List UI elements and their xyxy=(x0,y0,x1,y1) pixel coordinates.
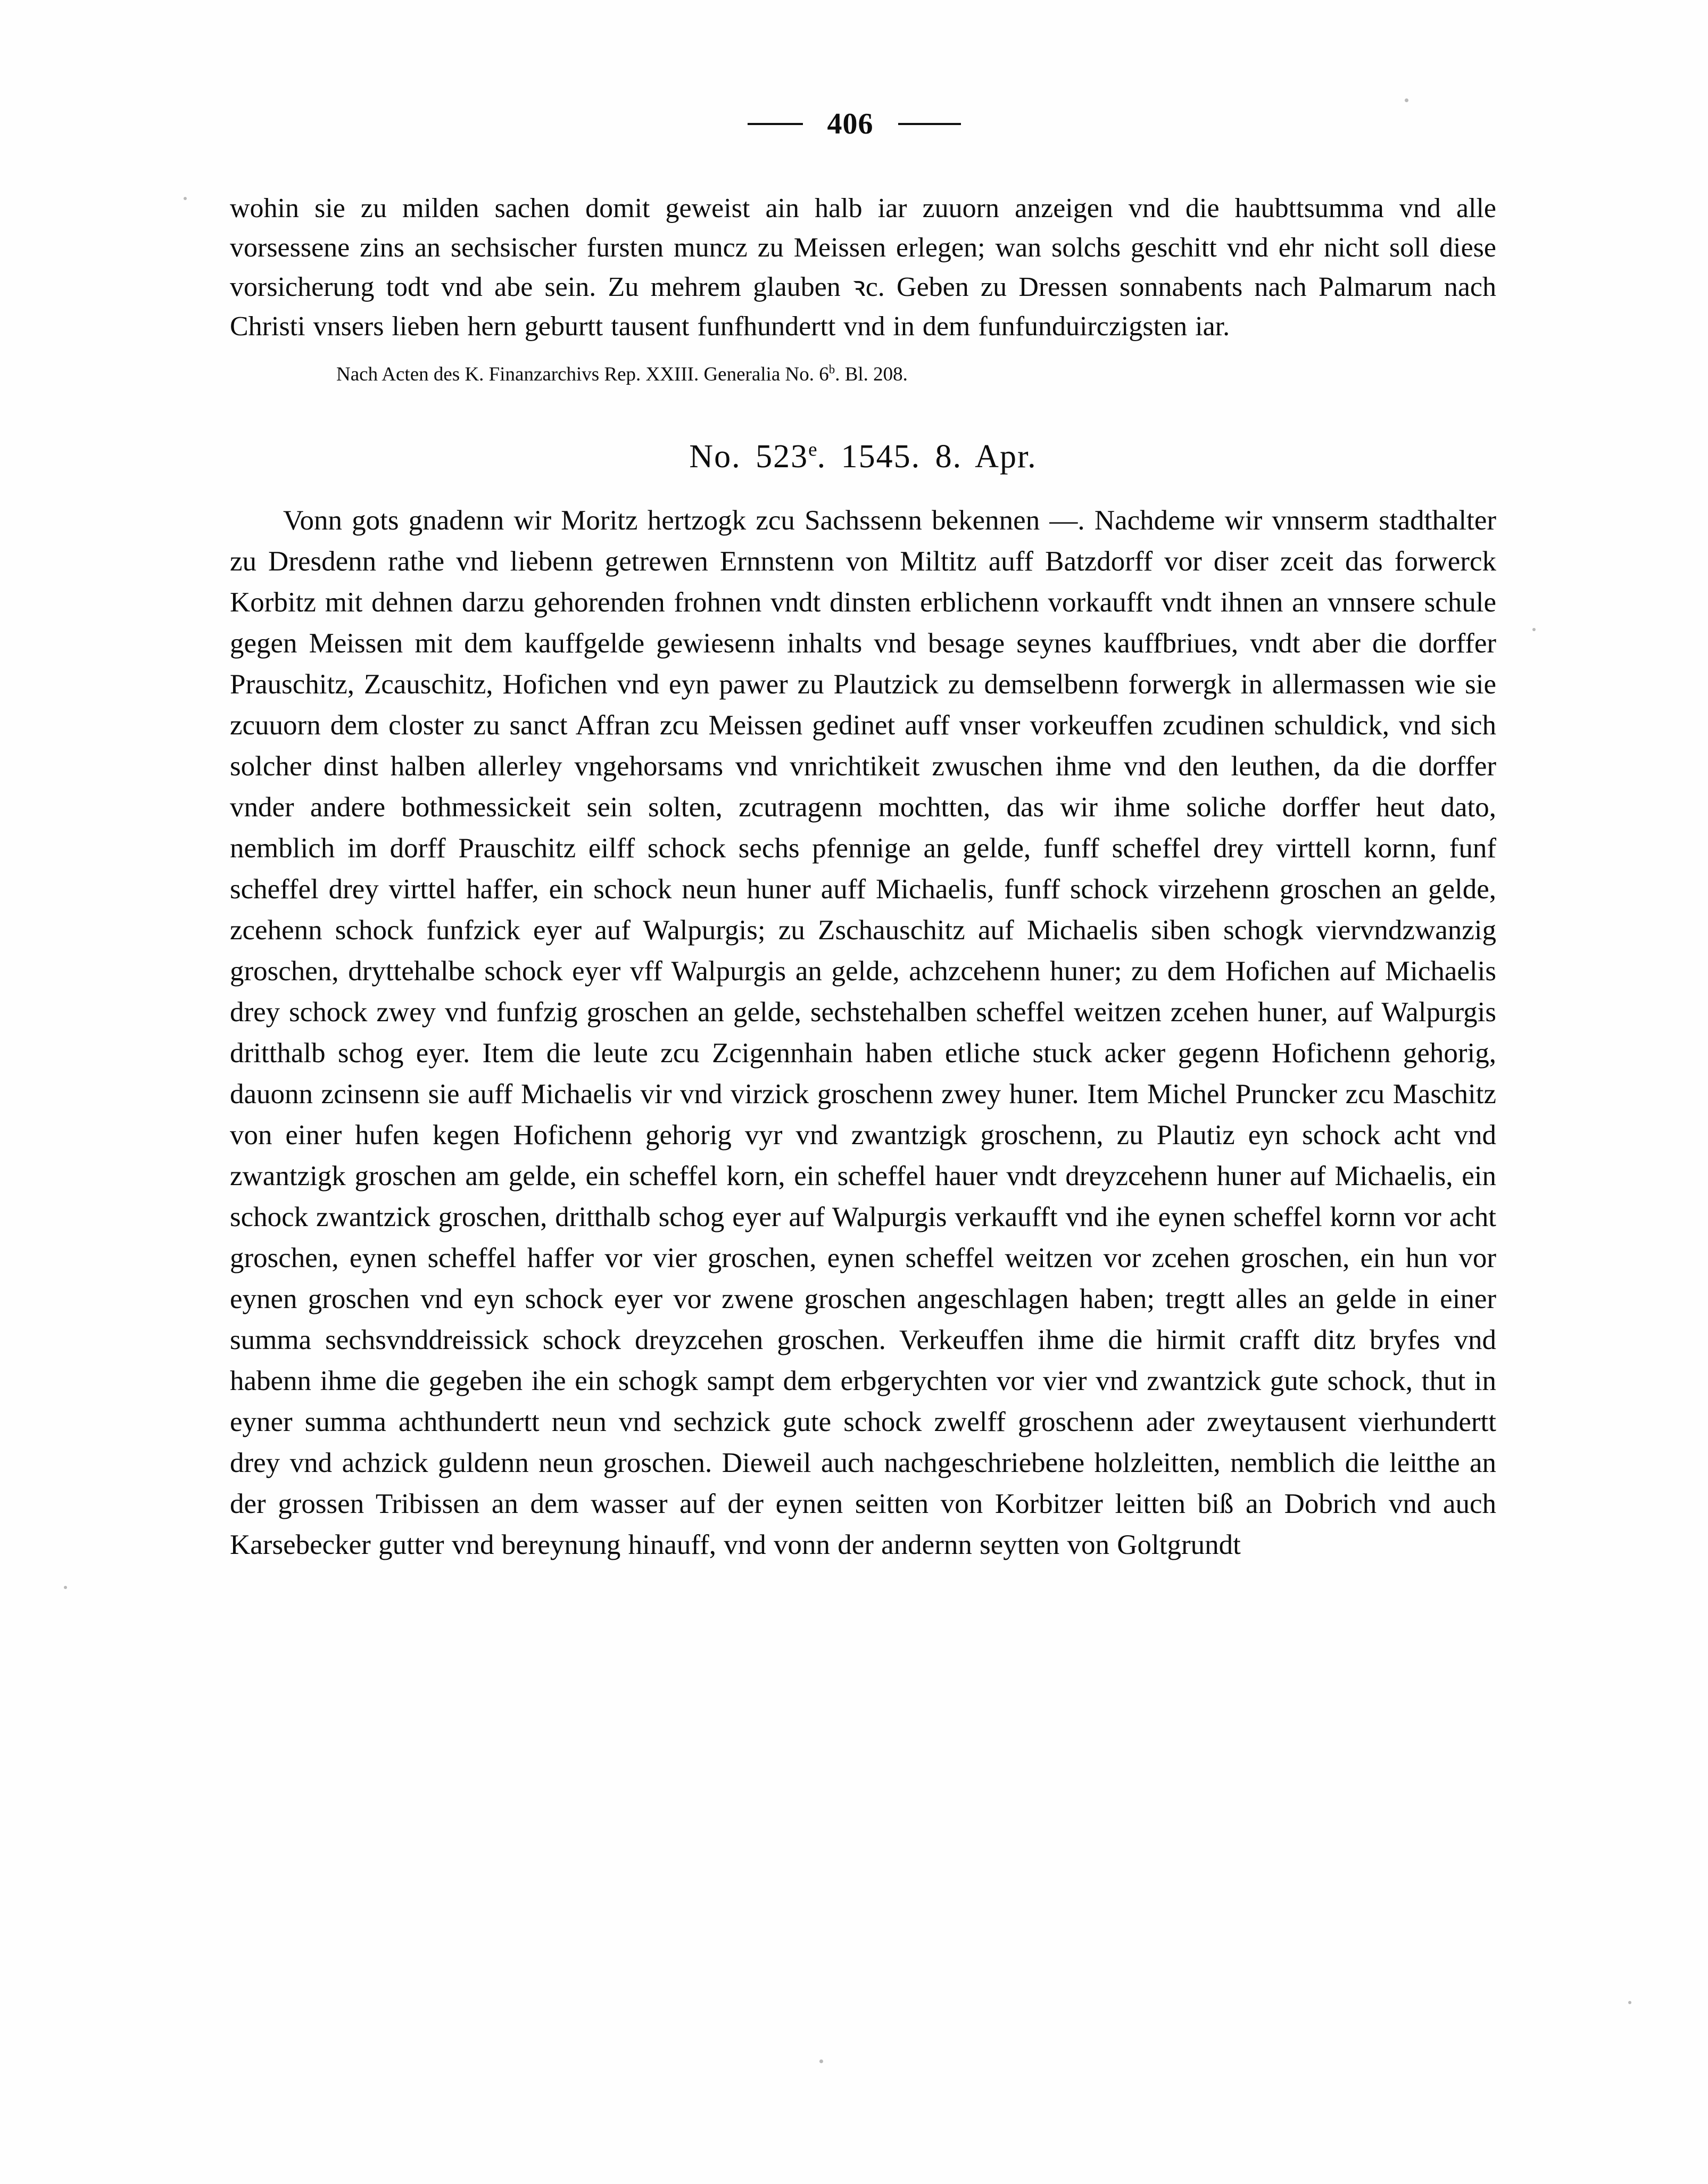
scan-speck xyxy=(184,197,187,200)
source-note-superscript: b xyxy=(828,362,835,376)
document-heading xyxy=(230,438,1496,476)
document-year: 1545. xyxy=(841,439,921,475)
running-head xyxy=(0,109,1708,139)
archival-source-note xyxy=(230,360,1496,389)
document-body-paragraph: Vonn gots gnadenn wir Moritz hertzogk zcu Sachssenn bekennen —. Nachdeme wir vnnserm stadthalter zu Dresdenn rathe vnd liebenn getrewen Ernnstenn von Miltitz auff Batzdorff vor diser zceit das forwerck Korbitz mit dehnen darzu gehorenden frohnen vndt dinsten erblichenn vorkaufft vndt ihnen an vnnsere schule gegen Meissen mit dem kauffgelde gewiesenn inhalts vnd besage seynes kauffbriues, vndt aber die dorffer Prauschitz, Zcauschitz, Hofichen vnd eyn pawer zu Plautzick zu demselbenn forwergk in allermassen wie sie zcuuorn dem closter zu sanct Affran zcu Meissen gedinet auff vnser vorkeuffen zcudinen schuldick, vnd sich solcher dinst halben allerley vngehorsams vnd vnrichtikeit zwuschen ihme vnd den leuthen, da die dorffer vnder andere bothmessickeit sein solten, zcutragenn mochtten, das wir ihme soliche dorffer heut dato, nemblich im dorff Prauschitz eilff schock sechs pfennige an gelde, funff scheffel drey virttell kornn, funf scheffel drey virttel haffer, ein schock neun huner auff Michaelis, funff schock virzehenn groschen an gelde, zcehenn schock funfzick eyer auf Walpurgis; zu Zschauschitz auf Michaelis siben schogk viervndzwanzig groschen, dryttehalbe schock eyer vff Walpurgis an gelde, achzcehenn huner; zu dem Hofichen auf Michaelis drey schock zwey vnd funfzig groschen an gelde, sechstehalben scheffel weitzen zcehen huner, auf Walpurgis dritthalb schog eyer. Item die leute zcu Zcigennhain haben etliche stuck acker gegenn Hofichenn gehorig, dauonn zcinsenn sie auff Michaelis vir vnd virzick groschenn zwey huner. Item Michel Pruncker zcu Maschitz von einer hufen kegen Hofichenn gehorig vyr vnd zwantzigk groschenn, zu Plautiz eyn schock acht vnd zwantzigk groschen am gelde, ein scheffel korn, ein scheffel hauer vndt dreyzcehenn huner auf Michaelis, ein schock zwantzick groschen, dritthalb schog eyer auf Walpurgis verkaufft vnd ihe eynen scheffel kornn vor acht groschen, eynen scheffel haffer vor vier groschen, eynen scheffel weitzen vor zcehen groschen, ein hun vor eynen groschen vnd eyn schock eyer vor zwene groschen angeschlagen haben; tregtt alles an gelde in einer summa sechsvnddreissick schock dreyzcehen groschen. Verkeuffen ihme die hirmit crafft ditz bryfes vnd habenn ihme die gegeben ihe ein schogk sampt dem erbgerychten vor vier vnd zwantzick gute schock, thut in eyner summa achthundertt neun vnd sechzick gute schock zwelff groschenn ader zweytausent vierhundertt drey vnd achzick guldenn neun groschen. Dieweil auch nachgeschriebene holzleitten, nemblich die leitthe an der grossen Tribissen an dem wasser auf der eynen seitten von Korbitzer leitten biß an Dobrich vnd auch Karsebecker gutter vnd bereynung hinauff, vnd vonn der andernn seytten von Goltgrundt xyxy=(230,505,1496,1561)
scan-speck xyxy=(1532,628,1536,631)
scan-speck xyxy=(819,2059,823,2063)
scan-speck xyxy=(64,1586,67,1589)
scan-speck xyxy=(1628,2001,1631,2004)
document-number-suffix: . xyxy=(817,439,827,475)
source-note-text-tail: . Bl. 208. xyxy=(835,363,908,385)
document-body xyxy=(230,500,1496,1566)
text-column xyxy=(230,189,1496,1566)
document-number-superscript: e xyxy=(808,439,817,461)
running-head-rule-left xyxy=(748,123,803,125)
document-date: 8. Apr. xyxy=(935,439,1037,475)
source-note-text: Nach Acten des K. Finanzarchivs Rep. XXIII. Generalia No. 6 xyxy=(336,363,829,385)
scan-speck xyxy=(1405,98,1408,102)
running-head-rule-right xyxy=(898,123,961,125)
continuation-paragraph: wohin sie zu milden sachen domit geweist ain halb iar zuuorn anzeigen vnd die haubttsumma vnd alle vorsessene zins an sechsischer fursten muncz zu Meissen erlegen; wan solchs geschitt vnd ehr nicht soll diese vorsicherung todt vnd abe sein. Zu mehrem glauben ꝛc. Geben zu Dressen sonnabents nach Palmarum nach Christi vnsers lieben hern geburtt tausent funfhundertt vnd in dem funfunduirczigsten iar. xyxy=(230,193,1496,342)
document-number-prefix: No. 523 xyxy=(689,439,809,475)
page-number: 406 xyxy=(827,107,874,140)
